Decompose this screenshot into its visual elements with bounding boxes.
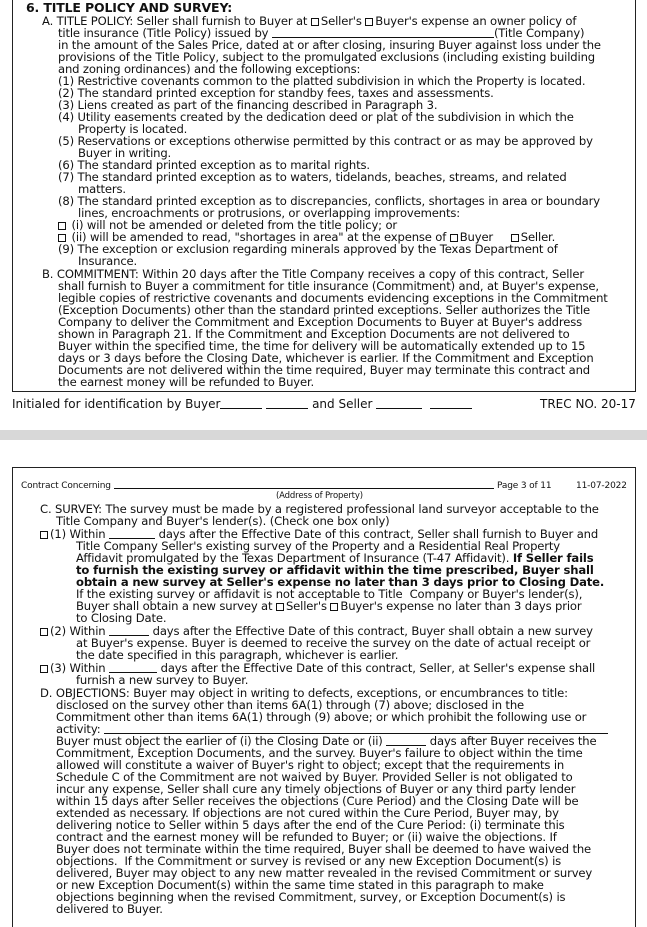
- survey-option-2: (2) Within days after the Effective Date of this contract, Buyer shall obtain a new survey: [40, 625, 593, 637]
- text-line: allowed will constitute a waiver of Buyer's right to object; except that the requirements in: [56, 758, 565, 772]
- new-survey-seller-checkbox[interactable]: [276, 603, 284, 611]
- survey-option-1-checkbox[interactable]: [40, 531, 48, 539]
- initials-footer: Initialed for identification by Buyer and Seller: [12, 397, 472, 411]
- survey-option-3: (3) Within days after the Effective Date of this contract, Seller, at Seller's expense shall: [40, 662, 595, 674]
- seller-initial-2[interactable]: [430, 398, 472, 409]
- text-line: Buyer must object the earlier of (i) the Closing Date or (ii) days after Buyer receives the: [56, 734, 597, 748]
- text-line: activity:: [56, 723, 608, 735]
- survey-option-1: (1) Within days after the Effective Date of this contract, Seller shall furnish to Buyer and: [40, 528, 598, 540]
- text-line: delivering notice to Seller within 5 days after the end of the Cure Period: (i) terminate this: [56, 818, 565, 832]
- exception-8: (8) The standard printed exception as to discrepancies, conflicts, shortages in area or boundary: [58, 194, 600, 208]
- option-ii-checkbox[interactable]: [58, 234, 66, 242]
- contract-concerning-header: Contract Concerning: [21, 480, 494, 492]
- section-title: 6. TITLE POLICY AND SURVEY:: [26, 0, 233, 15]
- text-line: to Closing Date.: [76, 611, 167, 625]
- commitment-paragraph: B. COMMITMENT: Within 20 days after the Title Company receives a copy of this contract, Seller: [42, 267, 584, 281]
- objections-paragraph: D. OBJECTIONS: Buyer may object in writing to defects, exceptions, or encumbrances to title:: [40, 686, 568, 700]
- text-line: If the existing survey or affidavit is not acceptable to Title Company or Buyer's lender(s),: [76, 587, 583, 601]
- text-line: Insurance.: [78, 254, 138, 268]
- text-line: the earnest money will be refunded to Buyer.: [58, 375, 315, 389]
- property-address-field[interactable]: [114, 480, 494, 489]
- text-line: Buyer shall obtain a new survey at Seller's Buyer's expense no later than 3 days prior: [76, 599, 582, 613]
- exception-8-option-ii: (ii) will be amended to read, "shortages in area" at the expense of Buyer Seller.: [58, 231, 555, 243]
- text-line: (Exception Documents) other than the standard printed exceptions. Seller authorizes the Title: [58, 303, 590, 317]
- text-line: at Buyer's expense. Buyer is deemed to receive the survey on the date of actual receipt or: [76, 636, 591, 650]
- survey-3-days-field[interactable]: [109, 662, 157, 673]
- exception-5: (5) Reservations or exceptions otherwise permitted by this contract or as may be approved by: [58, 134, 593, 148]
- text-line: objections beginning when the revised Commitment, survey, or Exception Document(s) is: [56, 890, 566, 904]
- text-line: Buyer does not terminate within the time required, Buyer shall be deemed to have waived the: [56, 842, 592, 856]
- text-line: extended as necessary. If objections are not cured within the Cure Period, Buyer may, by: [56, 806, 559, 820]
- exception-4: (4) Utility easements created by the dedication deed or plat of the subdivision in which the: [58, 110, 574, 124]
- page-number: Page 3 of 11: [497, 481, 552, 491]
- text-line: incur any expense, Seller shall cure any timely objections of Buyer or any third party lender: [56, 782, 576, 796]
- text-line: Documents are not delivered within the time required, Buyer may terminate this contract and: [58, 363, 591, 377]
- text-line: Property is located.: [78, 122, 188, 136]
- exception-9: (9) The exception or exclusion regarding minerals approved by the Texas Department of: [58, 242, 558, 256]
- text-line: in the amount of the Sales Price, dated at or after closing, insuring Buyer against loss under the: [58, 38, 601, 52]
- exception-2: (2) The standard printed exception for standby fees, taxes and assessments.: [58, 86, 494, 100]
- text-line: Schedule C of the Commitment are not waived by Buyer. Provided Seller is not obligated to: [56, 770, 573, 784]
- survey-paragraph: C. SURVEY: The survey must be made by a registered professional land surveyor acceptable to the: [40, 502, 599, 516]
- shortages-buyer-checkbox[interactable]: [450, 234, 458, 242]
- text-line: shown in Paragraph 21. If the Commitment and Exception Documents are not delivered to: [58, 327, 570, 341]
- text-line: shall furnish to Buyer a commitment for title insurance (Commitment) and, at Buyer's expense,: [58, 279, 599, 293]
- text-line: matters.: [78, 182, 126, 196]
- buyer-initial-1[interactable]: [220, 398, 262, 409]
- exception-7: (7) The standard printed exception as to waters, tidelands, beaches, streams, and related: [58, 170, 567, 184]
- survey-2-days-field[interactable]: [109, 625, 149, 636]
- text-line: delivered to Buyer.: [56, 902, 163, 916]
- text-line: to furnish the existing survey or affidavit within the time prescribed, Buyer shall: [76, 563, 594, 577]
- title-policy-line-2: title insurance (Title Policy) issued by (Title Company): [58, 26, 585, 40]
- trec-number: TREC NO. 20-17: [540, 397, 636, 411]
- text-line: legible copies of restrictive covenants and documents evidencing exceptions in the Commitment: [58, 291, 608, 305]
- text-line: Commitment other than items 6A(1) through (9) above; or which prohibit the following use or: [56, 710, 587, 724]
- survey-1-days-field[interactable]: [109, 528, 155, 539]
- objection-days-field[interactable]: [386, 735, 426, 746]
- exception-8-option-i: (i) will not be amended or deleted from the title policy; or: [58, 219, 397, 231]
- seller-initial-1[interactable]: [376, 398, 422, 409]
- text-line: Title Company Seller's existing survey of the Property and a Residential Real Property: [76, 539, 561, 553]
- buyer-expense-checkbox[interactable]: [365, 18, 373, 26]
- text-line: obtain a new survey at Seller's expense no later than 3 days prior to Closing Date.: [76, 575, 605, 589]
- form-date: 11-07-2022: [576, 481, 627, 491]
- text-line: or new Exception Document(s) within the same time stated in this paragraph to make: [56, 878, 544, 892]
- seller-expense-checkbox[interactable]: [311, 18, 319, 26]
- page-2-fragment: [0, 0, 647, 429]
- shortages-seller-checkbox[interactable]: [511, 234, 519, 242]
- exception-6: (6) The standard printed exception as to marital rights.: [58, 158, 370, 172]
- text-line: disclosed on the survey other than items 6A(1) through (7) above; disclosed in the: [56, 698, 524, 712]
- new-survey-buyer-checkbox[interactable]: [330, 603, 338, 611]
- text-line: Commitment, Exception Documents, and the survey. Buyer's failure to object within the time: [56, 746, 583, 760]
- text-line: Affidavit promulgated by the Texas Department of Insurance (T-47 Affidavit). If Seller fails: [76, 551, 594, 565]
- text-line: and zoning ordinances) and the following exceptions:: [58, 62, 361, 76]
- page-separator: [0, 430, 647, 440]
- text-line: Buyer within the specified time, the time for delivery will be automatically extended up to 15: [58, 339, 586, 353]
- exception-3: (3) Liens created as part of the financing described in Paragraph 3.: [58, 98, 438, 112]
- buyer-initial-2[interactable]: [266, 398, 308, 409]
- text-line: Company to deliver the Commitment and Exception Documents to Buyer at Buyer's address: [58, 315, 583, 329]
- text-line: furnish a new survey to Buyer.: [76, 673, 249, 687]
- option-i-checkbox[interactable]: [58, 222, 66, 230]
- text-line: provisions of the Title Policy, subject to the promulgated exclusions (including existing building: [58, 50, 595, 64]
- text-line: delivered, Buyer may object to any new matter revealed in the revised Commitment or survey: [56, 866, 593, 880]
- survey-option-2-checkbox[interactable]: [40, 628, 48, 636]
- text-line: objections. If the Commitment or survey is revised or any new Exception Document(s) is: [56, 854, 562, 868]
- text-line: the date specified in this paragraph, whichever is earlier.: [76, 648, 399, 662]
- exception-1: (1) Restrictive covenants common to the platted subdivision in which the Property is located.: [58, 74, 586, 88]
- text-line: within 15 days after Seller receives the objections (Cure Period) and the Closing Date will be: [56, 794, 579, 808]
- activity-field[interactable]: [104, 723, 608, 734]
- text-line: days or 3 days before the Closing Date, whichever is earlier. If the Commitment and Exception: [58, 351, 594, 365]
- survey-option-3-checkbox[interactable]: [40, 665, 48, 673]
- text-line: lines, encroachments or protrusions, or overlapping improvements:: [78, 206, 460, 220]
- page-3: [0, 440, 647, 916]
- text-line: contract and the earnest money will be refunded to Buyer; or (ii) waive the objections. If: [56, 830, 557, 844]
- text-line: Title Company and Buyer's lender(s). (Check one box only): [56, 514, 390, 528]
- title-company-field[interactable]: [272, 27, 494, 38]
- text-line: Buyer in writing.: [78, 146, 172, 160]
- address-caption: (Address of Property): [276, 491, 363, 501]
- title-policy-line-1: A. TITLE POLICY: Seller shall furnish to Buyer at Seller's Buyer's expense an owner policy of: [42, 14, 577, 28]
